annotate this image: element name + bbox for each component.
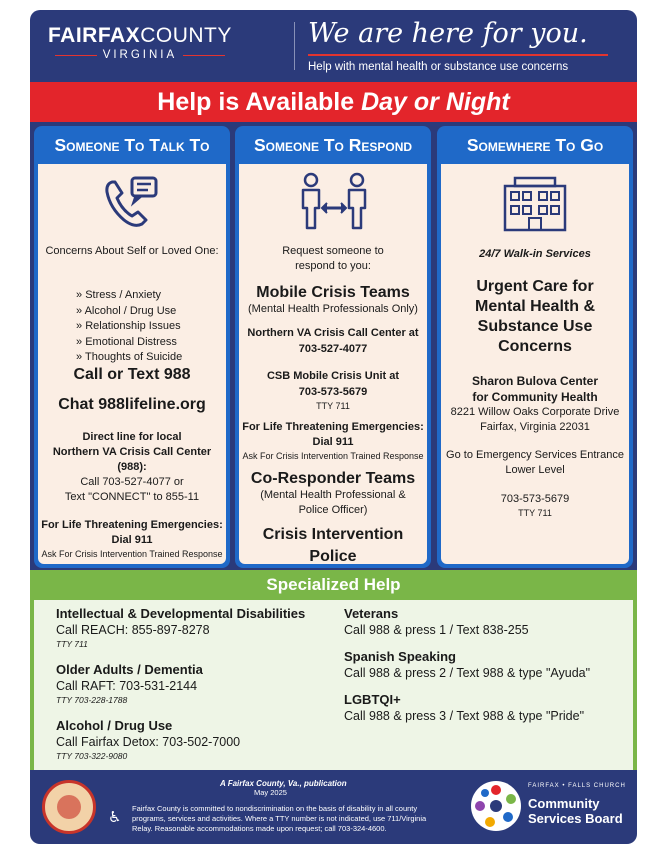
specialized-heading: Older Adults / Dementia xyxy=(56,662,203,677)
tagline-underline xyxy=(308,54,608,56)
nova-call-center: Northern VA Crisis Call Center at xyxy=(247,327,419,339)
specialized-tty: TTY 711 xyxy=(56,639,88,649)
specialized-heading: Veterans xyxy=(344,606,399,621)
nova-phone: 703-527-4077 xyxy=(298,343,368,355)
csb-logo-icon xyxy=(470,780,522,832)
fairfax-county-logo xyxy=(48,24,232,61)
publication-date: May 2025 xyxy=(254,788,287,797)
specialized-heading: Spanish Speaking xyxy=(344,649,456,664)
subtagline: Help with mental health or substance use concerns xyxy=(308,61,569,73)
csb-name-line-1: Community xyxy=(528,796,600,811)
specialized-heading: Alcohol / Drug Use xyxy=(56,718,173,733)
concern-item: » Alcohol / Drug Use xyxy=(76,304,182,320)
specialized-tty: TTY 703-228-1788 xyxy=(56,695,128,705)
column-title-go: Somewhere To Go xyxy=(466,135,604,155)
dial-911: Dial 911 xyxy=(111,534,153,546)
center-name-1: Sharon Bulova Center xyxy=(471,374,599,388)
emergency-heading: For Life Threatening Emergencies: xyxy=(242,421,424,433)
logo-main: FAIRFAX xyxy=(48,24,141,47)
specialized-line: Call 988 & press 2 / Text 988 & type "Ayuda" xyxy=(344,666,591,680)
entrance-line-2: Lower Level xyxy=(505,464,565,476)
column-title-respond: Someone To Respond xyxy=(253,135,413,155)
columns-section xyxy=(30,122,637,570)
column-title-talk: Someone To Talk To xyxy=(54,135,210,155)
specialized-item xyxy=(56,662,203,706)
chat-988lifeline: Chat 988lifeline.org xyxy=(58,396,206,413)
mobile-crisis-teams: Mobile Crisis Teams xyxy=(256,284,410,301)
specialized-tty: TTY 703-322-9080 xyxy=(56,751,128,761)
urgent-care-line: Substance Use xyxy=(477,318,593,335)
csb-mobile-unit: CSB Mobile Crisis Unit at xyxy=(266,370,400,382)
banner-emphasis: Day or Night xyxy=(361,88,510,116)
co-responder-sub-2: Police Officer) xyxy=(298,504,368,516)
building-icon xyxy=(501,176,569,232)
co-responder-teams: Co-Responder Teams xyxy=(250,470,416,487)
specialized-help-title: Specialized Help xyxy=(266,575,401,594)
concern-item: » Emotional Distress xyxy=(76,335,182,351)
csb-tty: TTY 711 xyxy=(316,401,350,411)
header xyxy=(30,10,637,82)
footer xyxy=(30,770,637,844)
urgent-care-line: Mental Health & xyxy=(474,298,595,315)
concern-item: » Thoughts of Suicide xyxy=(76,350,182,366)
specialized-item xyxy=(344,606,529,638)
co-responder-sub-1: (Mental Health Professional & xyxy=(260,489,406,501)
csb-name-line-2: Services Board xyxy=(528,811,623,826)
publication-note: A Fairfax County, Va., publication xyxy=(220,779,347,788)
direct-line-1: Direct line for local xyxy=(82,431,182,443)
address-line-2: Fairfax, Virginia 22031 xyxy=(480,421,590,433)
csb-jurisdictions: FAIRFAX • FALLS CHURCH xyxy=(528,783,626,789)
center-phone: 703-573-5679 xyxy=(500,493,570,505)
specialized-line: Call REACH: 855-897-8278 xyxy=(56,623,210,637)
urgent-care-line: Concerns xyxy=(498,338,572,355)
mobile-crisis-sub: (Mental Health Professionals Only) xyxy=(248,303,418,315)
specialized-line: Call 988 & press 3 / Text 988 & type "Pride" xyxy=(344,709,585,723)
call-text-988: Call or Text 988 xyxy=(73,366,191,383)
specialized-help-section xyxy=(30,570,637,770)
wheelchair-icon: ♿ xyxy=(108,809,122,826)
header-divider xyxy=(294,22,295,70)
respond-intro-2: respond to you: xyxy=(295,260,371,272)
specialized-item xyxy=(344,649,590,681)
two-people-icon xyxy=(295,172,373,232)
direct-text: Text "CONNECT" to 855-11 xyxy=(64,491,200,503)
logo-sub: VIRGINIA xyxy=(102,49,178,61)
direct-line-3: (988): xyxy=(117,461,147,473)
specialized-line: Call Fairfax Detox: 703-502-7000 xyxy=(56,735,241,749)
csb-phone: 703-573-5679 xyxy=(298,386,368,398)
center-tty: TTY 711 xyxy=(518,508,552,518)
specialized-item xyxy=(344,692,584,724)
entrance-line-1: Go to Emergency Services Entrance xyxy=(446,449,624,461)
ask-crisis-trained: Ask For Crisis Intervention Trained Response xyxy=(242,451,424,461)
concern-item: » Relationship Issues xyxy=(76,319,182,335)
crisis-intervention-police: Crisis Intervention Police xyxy=(262,526,404,565)
tagline: We are here for you. xyxy=(308,18,588,49)
ask-crisis-trained: Ask For Crisis Intervention Trained Response xyxy=(41,549,223,559)
talk-intro: Concerns About Self or Loved One: xyxy=(45,245,219,257)
help-available-banner xyxy=(30,82,637,122)
specialized-line: Call RAFT: 703-531-2144 xyxy=(56,679,198,693)
concerns-list xyxy=(76,288,182,366)
concern-item: » Stress / Anxiety xyxy=(76,288,182,304)
center-name-2: for Community Health xyxy=(472,390,598,404)
nondiscrimination-statement: Fairfax County is committed to nondiscrimination on the basis of disability in all county programs, services and activities. Where a TTY number is not indicated, use 711/Virginia Relay. Reasonable accommodations made upon request; call 703-324-4600. xyxy=(132,804,427,833)
address-line-1: 8221 Willow Oaks Corporate Drive xyxy=(450,406,620,418)
dial-911: Dial 911 xyxy=(312,436,354,448)
specialized-heading: Intellectual & Developmental Disabilities xyxy=(56,606,306,621)
column-someone-to-talk-to xyxy=(34,126,230,568)
column-somewhere-to-go xyxy=(437,126,633,568)
urgent-care-line: Urgent Care for xyxy=(476,278,594,295)
direct-line-2: Northern VA Crisis Call Center xyxy=(52,446,212,458)
column-someone-to-respond xyxy=(235,126,431,568)
csb-name xyxy=(528,796,623,826)
specialized-line: Call 988 & press 1 / Text 838-255 xyxy=(344,623,529,637)
flyer xyxy=(30,10,637,844)
logo-county: COUNTY xyxy=(140,24,232,47)
specialized-heading: LGBTQI+ xyxy=(344,692,401,707)
walkin-services: 24/7 Walk-in Services xyxy=(479,248,591,260)
direct-call: Call 703-527-4077 or xyxy=(80,476,184,488)
specialized-item xyxy=(56,606,305,650)
county-seal-icon xyxy=(42,780,96,834)
banner-text: Help is Available xyxy=(157,88,362,116)
phone-chat-icon xyxy=(102,174,162,230)
specialized-item xyxy=(56,718,240,762)
respond-intro-1: Request someone to xyxy=(282,245,384,257)
emergency-heading: For Life Threatening Emergencies: xyxy=(41,519,223,531)
